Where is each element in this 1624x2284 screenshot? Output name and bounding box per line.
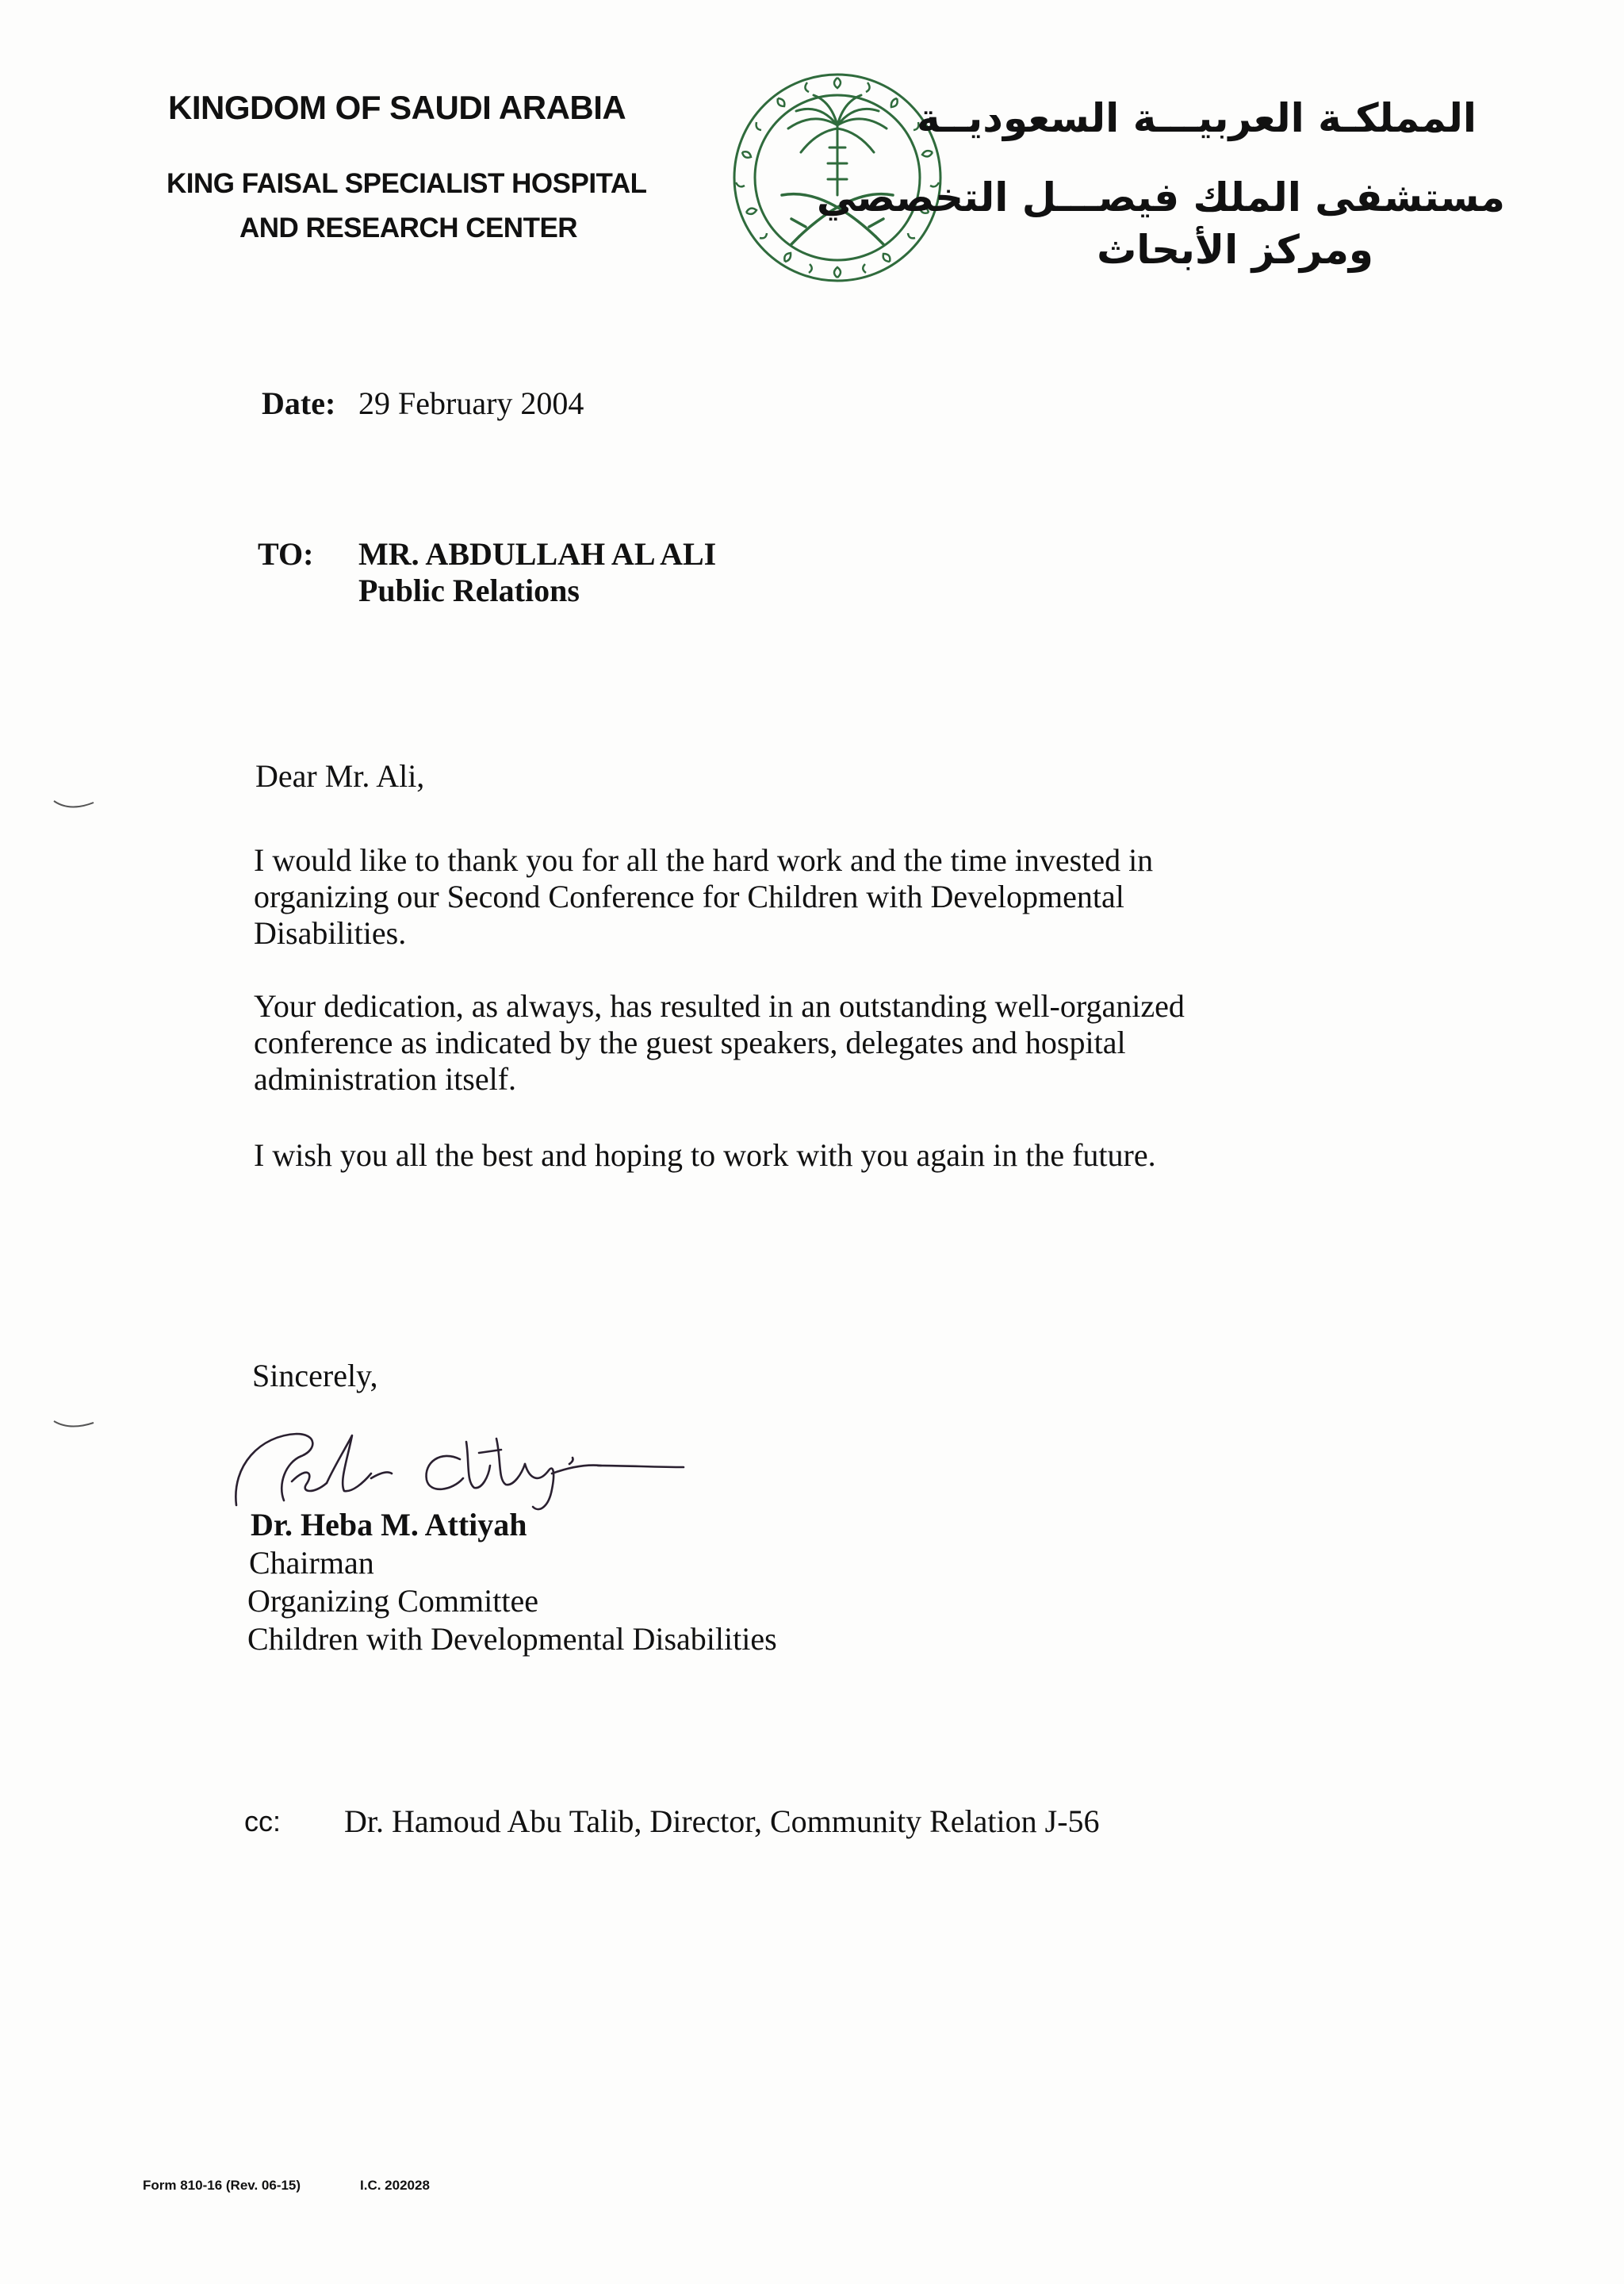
scan-mark (51, 796, 98, 812)
paragraph-line: conference as indicated by the guest speakers, delegates and hospital (254, 1025, 1126, 1060)
salutation: Dear Mr. Ali, (255, 758, 425, 794)
letterhead-arabic-line1: المملكـة العربيـــة السعوديــة (917, 95, 1477, 141)
scan-mark (51, 1416, 98, 1432)
paragraph-line: organizing our Second Conference for Children with Developmental (254, 879, 1124, 914)
paragraph-line: administration itself. (254, 1061, 517, 1097)
letterhead-hospital-line2: AND RESEARCH CENTER (239, 213, 578, 243)
letterhead-hospital-line1: KING FAISAL SPECIALIST HOSPITAL (167, 168, 647, 199)
body-paragraph (254, 988, 1300, 1098)
body-paragraph (254, 1137, 1300, 1174)
signer-organization-line2: Children with Developmental Disabilities (247, 1621, 777, 1657)
date-label: Date: (262, 385, 336, 421)
letterhead-arabic-line2: مستشفى الملك فيصـــل التخصصي (816, 174, 1505, 220)
signer-name: Dr. Heba M. Attiyah (251, 1507, 527, 1542)
cc-value: Dr. Hamoud Abu Talib, Director, Community Relation J-56 (344, 1803, 1100, 1839)
recipient-department: Public Relations (358, 573, 580, 608)
paragraph-line: Your dedication, as always, has resulted in an outstanding well-organized (254, 988, 1185, 1024)
signer-organization-line1: Organizing Committee (247, 1583, 538, 1619)
signer-title: Chairman (249, 1545, 374, 1581)
form-number: Form 810-16 (Rev. 06-15) (143, 2178, 301, 2193)
handwritten-signature-icon (228, 1418, 688, 1521)
letterhead-kingdom: KINGDOM OF SAUDI ARABIA (168, 89, 626, 126)
paragraph-line: Disabilities. (254, 915, 407, 951)
closing: Sincerely, (252, 1358, 378, 1393)
ic-number: I.C. 202028 (360, 2178, 430, 2193)
body-paragraph (254, 842, 1300, 952)
date-value: 29 February 2004 (358, 385, 584, 421)
recipient-name: MR. ABDULLAH AL ALI (358, 536, 717, 572)
letterhead-arabic-line3: ومركز الأبحاث (1097, 227, 1373, 273)
paragraph-line: I would like to thank you for all the hard work and the time invested in (254, 842, 1154, 878)
recipient-label: TO: (258, 536, 314, 572)
cc-label: cc: (244, 1805, 282, 1838)
paragraph-line: I wish you all the best and hoping to work with you again in the future. (254, 1137, 1156, 1173)
